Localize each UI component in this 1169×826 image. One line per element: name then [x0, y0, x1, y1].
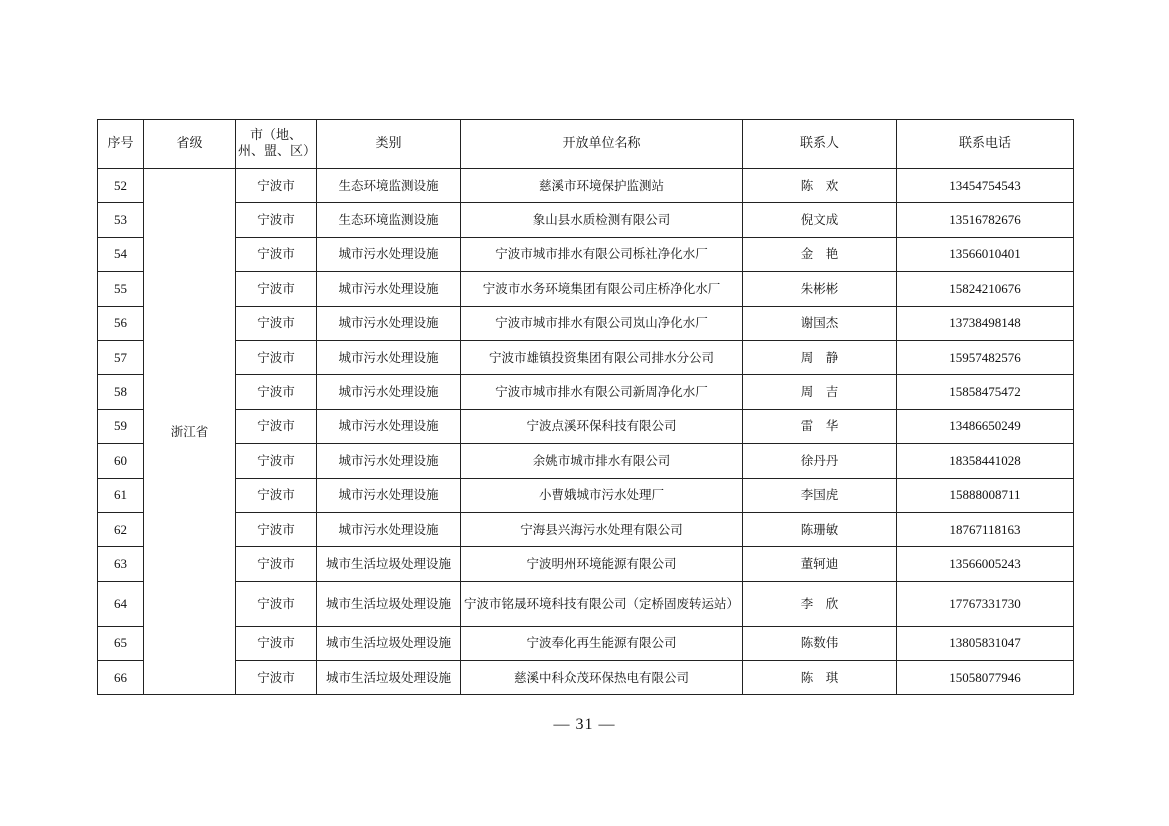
phone-cell: 17767331730	[897, 581, 1074, 626]
row-index: 53	[98, 203, 144, 237]
row-index: 58	[98, 375, 144, 409]
phone-cell: 13738498148	[897, 306, 1074, 340]
unit-name-cell: 宁波市城市排水有限公司岚山净化水厂	[461, 306, 743, 340]
table-row	[98, 340, 1074, 374]
contact-cell: 陈 欢	[743, 169, 897, 203]
city-cell: 宁波市	[236, 237, 317, 271]
city-cell: 宁波市	[236, 661, 317, 695]
header-unit-name: 开放单位名称	[461, 120, 743, 169]
unit-name-cell: 宁海县兴海污水处理有限公司	[461, 512, 743, 546]
city-cell: 宁波市	[236, 478, 317, 512]
contact-cell: 金 艳	[743, 237, 897, 271]
city-cell: 宁波市	[236, 375, 317, 409]
header-contact: 联系人	[743, 120, 897, 169]
city-cell: 宁波市	[236, 512, 317, 546]
category-cell: 城市生活垃圾处理设施	[317, 661, 461, 695]
city-cell: 宁波市	[236, 272, 317, 306]
unit-name-cell: 宁波市水务环境集团有限公司庄桥净化水厂	[461, 272, 743, 306]
contact-cell: 朱彬彬	[743, 272, 897, 306]
category-cell: 城市污水处理设施	[317, 375, 461, 409]
city-cell: 宁波市	[236, 581, 317, 626]
table-row	[98, 512, 1074, 546]
table-row	[98, 478, 1074, 512]
phone-cell: 13566005243	[897, 547, 1074, 581]
phone-cell: 15957482576	[897, 340, 1074, 374]
city-cell: 宁波市	[236, 306, 317, 340]
table-row	[98, 547, 1074, 581]
row-index: 57	[98, 340, 144, 374]
city-cell: 宁波市	[236, 340, 317, 374]
row-index: 56	[98, 306, 144, 340]
contact-cell: 周 吉	[743, 375, 897, 409]
city-cell: 宁波市	[236, 626, 317, 660]
unit-name-cell: 慈溪中科众茂环保热电有限公司	[461, 661, 743, 695]
row-index: 55	[98, 272, 144, 306]
category-cell: 城市污水处理设施	[317, 512, 461, 546]
category-cell: 城市污水处理设施	[317, 272, 461, 306]
city-cell: 宁波市	[236, 169, 317, 203]
row-index: 64	[98, 581, 144, 626]
row-index: 59	[98, 409, 144, 443]
city-cell: 宁波市	[236, 409, 317, 443]
category-cell: 城市污水处理设施	[317, 409, 461, 443]
table-header-row	[98, 120, 1074, 169]
table-row	[98, 169, 1074, 203]
phone-cell: 13566010401	[897, 237, 1074, 271]
phone-cell: 13805831047	[897, 626, 1074, 660]
contact-cell: 陈 琪	[743, 661, 897, 695]
unit-name-cell: 慈溪市环境保护监测站	[461, 169, 743, 203]
category-cell: 城市生活垃圾处理设施	[317, 547, 461, 581]
phone-cell: 15858475472	[897, 375, 1074, 409]
city-cell: 宁波市	[236, 203, 317, 237]
category-cell: 城市污水处理设施	[317, 444, 461, 478]
category-cell: 城市生活垃圾处理设施	[317, 626, 461, 660]
table-row	[98, 306, 1074, 340]
table-row	[98, 444, 1074, 478]
contact-cell: 陈数伟	[743, 626, 897, 660]
row-index: 62	[98, 512, 144, 546]
contact-cell: 陈珊敏	[743, 512, 897, 546]
unit-name-cell: 宁波市铭晟环境科技有限公司（定桥固废转运站）	[461, 581, 743, 626]
header-city: 市（地、州、盟、区）	[236, 120, 317, 169]
category-cell: 城市污水处理设施	[317, 237, 461, 271]
contact-cell: 李 欣	[743, 581, 897, 626]
category-cell: 城市污水处理设施	[317, 306, 461, 340]
phone-cell: 18767118163	[897, 512, 1074, 546]
table-row	[98, 581, 1074, 626]
unit-name-cell: 宁波奉化再生能源有限公司	[461, 626, 743, 660]
phone-cell: 15888008711	[897, 478, 1074, 512]
unit-name-cell: 宁波市雄镇投资集团有限公司排水分公司	[461, 340, 743, 374]
page-number: — 31 —	[553, 716, 616, 733]
table-row	[98, 409, 1074, 443]
phone-cell: 18358441028	[897, 444, 1074, 478]
table-row	[98, 272, 1074, 306]
row-index: 63	[98, 547, 144, 581]
table-row	[98, 626, 1074, 660]
phone-cell: 13454754543	[897, 169, 1074, 203]
category-cell: 生态环境监测设施	[317, 169, 461, 203]
contact-cell: 倪文成	[743, 203, 897, 237]
table-row	[98, 237, 1074, 271]
header-phone: 联系电话	[897, 120, 1074, 169]
category-cell: 城市污水处理设施	[317, 478, 461, 512]
contact-cell: 周 静	[743, 340, 897, 374]
row-index: 54	[98, 237, 144, 271]
contact-cell: 谢国杰	[743, 306, 897, 340]
unit-name-cell: 象山县水质检测有限公司	[461, 203, 743, 237]
contact-cell: 徐丹丹	[743, 444, 897, 478]
unit-name-cell: 宁波点溪环保科技有限公司	[461, 409, 743, 443]
contact-cell: 董轲迪	[743, 547, 897, 581]
unit-name-cell: 余姚市城市排水有限公司	[461, 444, 743, 478]
table-row	[98, 661, 1074, 695]
row-index: 65	[98, 626, 144, 660]
category-cell: 生态环境监测设施	[317, 203, 461, 237]
row-index: 66	[98, 661, 144, 695]
unit-name-cell: 小曹娥城市污水处理厂	[461, 478, 743, 512]
unit-name-cell: 宁波市城市排水有限公司新周净化水厂	[461, 375, 743, 409]
phone-cell: 13516782676	[897, 203, 1074, 237]
contact-cell: 李国虎	[743, 478, 897, 512]
row-index: 52	[98, 169, 144, 203]
phone-cell: 13486650249	[897, 409, 1074, 443]
header-index: 序号	[98, 120, 144, 169]
table-row	[98, 375, 1074, 409]
row-index: 60	[98, 444, 144, 478]
category-cell: 城市污水处理设施	[317, 340, 461, 374]
row-index: 61	[98, 478, 144, 512]
province-cell: 浙江省	[144, 169, 236, 695]
city-cell: 宁波市	[236, 444, 317, 478]
table-row	[98, 203, 1074, 237]
contact-cell: 雷 华	[743, 409, 897, 443]
phone-cell: 15824210676	[897, 272, 1074, 306]
header-category: 类别	[317, 120, 461, 169]
phone-cell: 15058077946	[897, 661, 1074, 695]
city-cell: 宁波市	[236, 547, 317, 581]
category-cell: 城市生活垃圾处理设施	[317, 581, 461, 626]
unit-name-cell: 宁波市城市排水有限公司栎社净化水厂	[461, 237, 743, 271]
unit-name-cell: 宁波明州环境能源有限公司	[461, 547, 743, 581]
facility-table	[97, 119, 1074, 695]
header-province: 省级	[144, 120, 236, 169]
